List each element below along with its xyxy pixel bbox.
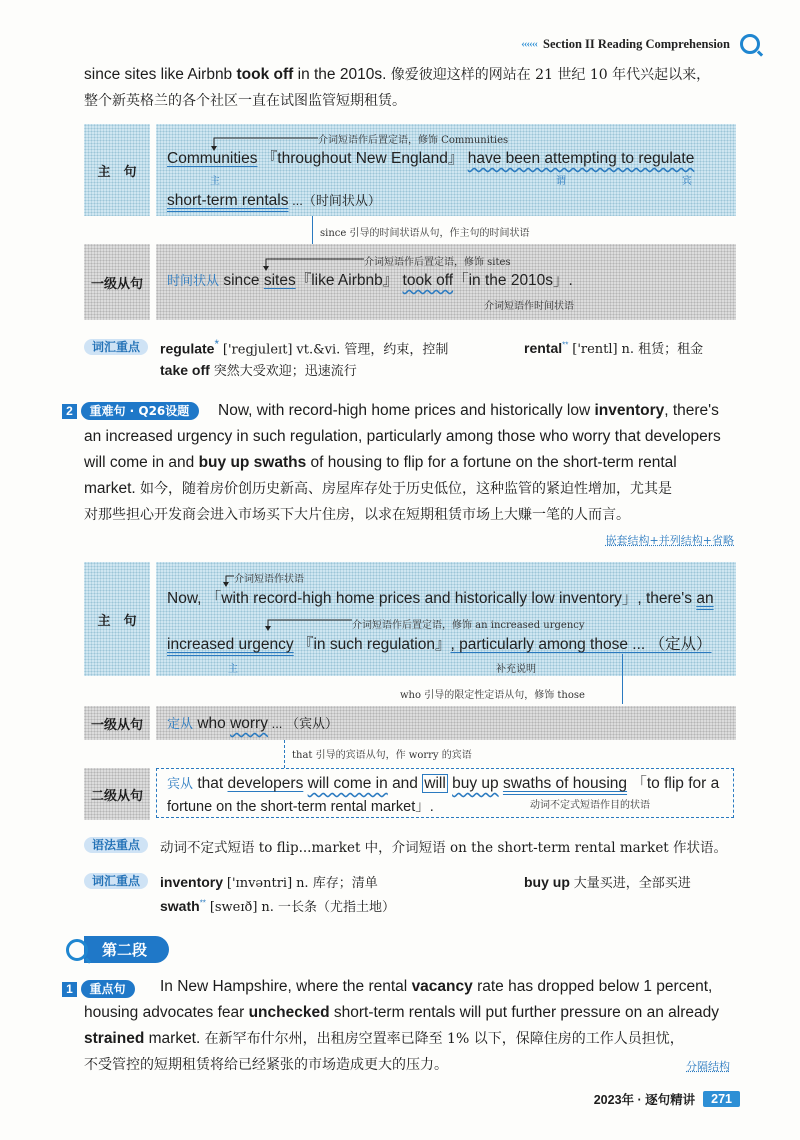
annotation: 介词短语作后置定语，修饰 sites	[364, 257, 511, 268]
annotation: 介词短语作状语	[234, 574, 304, 585]
main-clause-line-1: Communities 『throughout New England』 have been attempting to regulate	[167, 150, 695, 167]
level2-label-cell: 二级从句	[84, 768, 150, 820]
paragraph-2-line-1: Now, with record-high home prices and historically low inventory, there's	[218, 402, 719, 419]
level1-sentence: 定从 who worry ... （宾从）	[167, 715, 339, 732]
para-3-marker: 1 重点句	[62, 980, 135, 998]
main-clause-label-cell: 主 句	[84, 562, 150, 676]
vocab-item-inventory: inventory ['ɪnvəntri] n. 库存；清单	[160, 874, 378, 891]
annotation: 介词短语作后置定语，修饰 Communities	[318, 135, 509, 146]
paragraph-2-body: an increased urgency in such regulation, particularly among those who worry that developers will come in and buy up swaths of housing to flip for a fortune on the short-term rental market. 如今，随着房价创历史新高、房屋库存处于历史低位，这种监管的紧迫性增加，尤其是 对那些担心开发商会进入市场买下大片住房，以求在短期租赁市场上大赚一笔的人而言。	[84, 428, 721, 523]
para-2-marker: 2 重难句 · Q26设题	[62, 402, 199, 420]
arrows-icon: ‹‹‹‹‹‹	[521, 38, 538, 50]
level1-label-cell: 一级从句	[84, 706, 150, 740]
link-line	[284, 740, 286, 768]
main-clause-label-cell: 主 句	[84, 124, 150, 216]
vocab-item-regulate: regulate* ['regjuleɪt] vt.&vi. 管理，约束，控制	[160, 338, 449, 358]
grammar-tag: 语法重点	[84, 836, 148, 854]
mark-object: 宾	[682, 176, 692, 187]
annotation: 介词短语作时间状语	[484, 301, 574, 312]
vocab-item-take-off: take off 突然大受欢迎；迅速流行	[160, 362, 357, 379]
level2-line-1: 宾从 that developers will come in and will buy up swaths of housing 「to flip for a	[167, 775, 720, 792]
main-clause-line-2: short-term rentals ...（时间状从）	[167, 192, 381, 209]
section-heading: 第二段	[62, 936, 169, 963]
sub-clause-label-cell: 一级从句	[84, 244, 150, 320]
main-clause-line-2: increased urgency 『in such regulation』, particularly among those ... （定从）	[167, 636, 712, 653]
paragraph-3-body: housing advocates fear unchecked short-term rentals will put further pressure on an already strained market. 在新罕布什尔州，出租房空置率已降至 1% 以下，保障住房的工作人员担忧， 不受管控的短期租赁将给已经紧张的市场造成更大的压力。	[84, 1004, 719, 1073]
vocab-tag-1: 词汇重点	[84, 338, 148, 356]
mark-predicate: 谓	[556, 176, 566, 187]
vocab-tag-2: 词汇重点	[84, 872, 148, 890]
annotation: who 引导的限定性定语从句，修饰 those	[400, 690, 585, 701]
structure-note: 分隔结构	[686, 1060, 730, 1073]
paragraph-3-line-1: In New Hampshire, where the rental vacancy rate has dropped below 1 percent,	[160, 978, 713, 995]
section-title: Section II Reading Comprehension	[543, 36, 730, 51]
vocab-item-buy-up: buy up 大量买进，全部买进	[524, 874, 691, 891]
link-line	[312, 216, 313, 244]
annotation: that 引导的宾语从句，作 worry 的宾语	[292, 750, 472, 761]
paragraph-1-tail: since sites like Airbnb took off in the 2010s. 像爱彼迎这样的网站在 21 世纪 10 年代兴起以来， 整个新英格兰的各个社区一直在试图监管短期租赁。	[84, 66, 711, 109]
sub-clause-sentence: 时间状从 since sites『like Airbnb』 took off「in the 2010s」.	[167, 272, 573, 289]
structure-note: 嵌套结构+并列结构+省略	[605, 534, 734, 547]
mark-subject: 主	[210, 176, 220, 187]
search-icon	[66, 939, 88, 961]
vocab-item-swath: swath** [sweɪð] n. 一长条（尤指土地）	[160, 898, 395, 915]
annotation: 介词短语作后置定语，修饰 an increased urgency	[352, 620, 585, 631]
annotation: 补充说明	[496, 664, 536, 675]
annotation: 动词不定式短语作目的状语	[530, 800, 650, 811]
link-line	[622, 654, 623, 704]
book-title: 2023年 · 逐句精讲	[593, 1093, 696, 1107]
search-icon	[740, 34, 760, 54]
level2-line-2: fortune on the short-term rental market」.	[167, 799, 434, 815]
main-clause-line-1: Now, 「with record-high home prices and historically low inventory」, there's an	[167, 590, 714, 607]
vocab-item-rental: rental** ['rentl] n. 租赁；租金	[524, 340, 704, 357]
annotation: since 引导的时间状语从句，作主句的时间状语	[320, 228, 530, 239]
mark-subject: 主	[228, 664, 238, 675]
page-footer	[594, 1090, 740, 1108]
annotation-arrow	[264, 616, 354, 632]
page-number: 271	[703, 1091, 740, 1107]
grammar-note: 动词不定式短语 to flip...market 中，介词短语 on the short-term rental market 作状语。	[160, 840, 728, 856]
running-header	[521, 34, 760, 54]
